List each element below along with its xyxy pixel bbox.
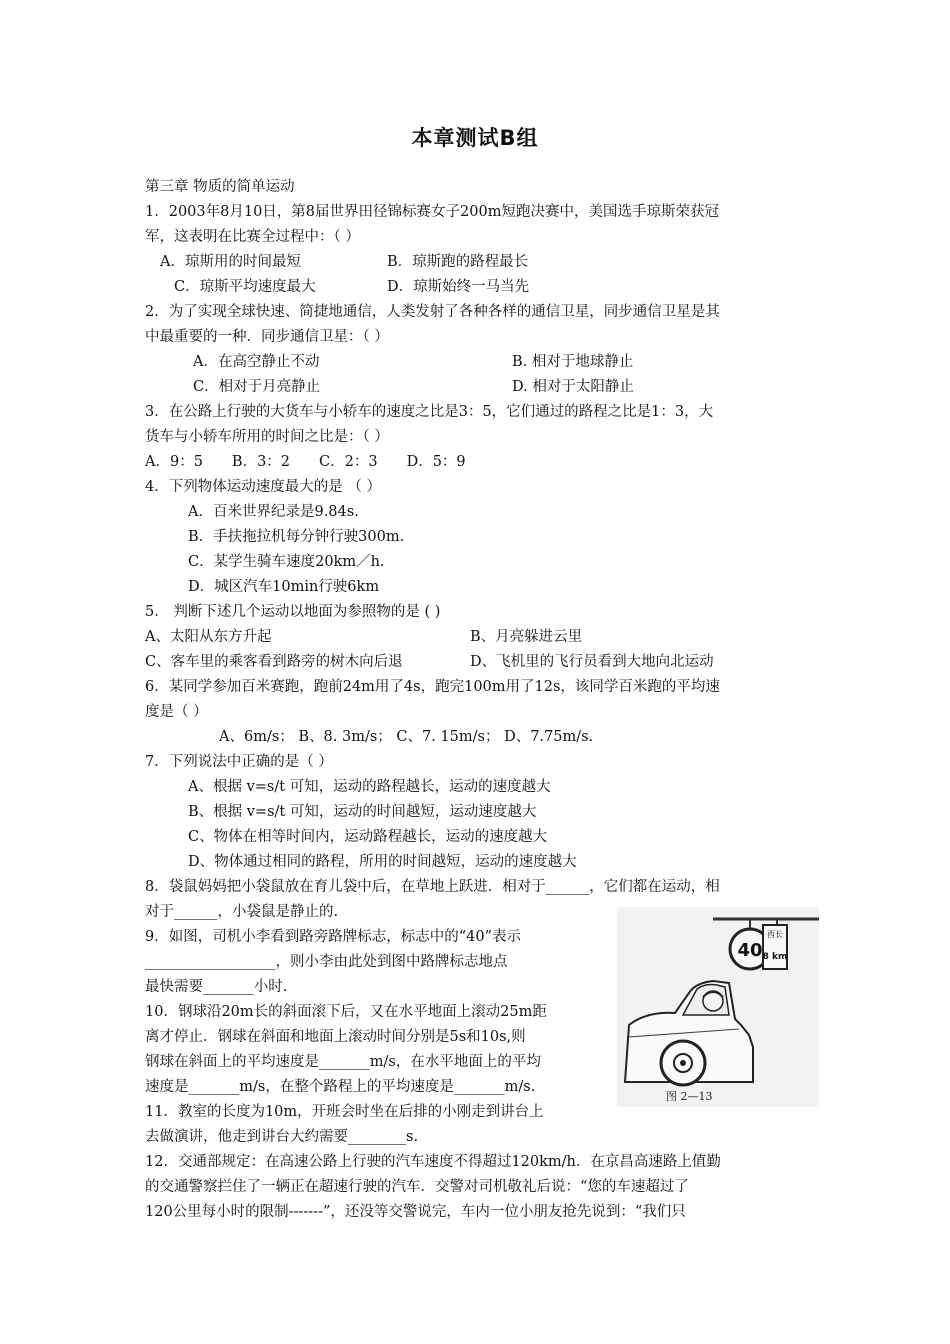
q5-line1: 5． 判断下述几个运动以地面为参照物的是 ( ) xyxy=(145,604,441,620)
q7-option-c: C、物体在相等时间内，运动路程越长，运动的速度越大 xyxy=(188,829,548,845)
chapter-heading: 第三章 物质的简单运动 xyxy=(145,179,295,195)
q11-line2: 去做演讲，他走到讲台大约需要________s. xyxy=(145,1129,419,1145)
q9-line1: 9．如图，司机小李看到路旁路牌标志，标志中的“40”表示 xyxy=(145,929,521,945)
q12-line2: 的交通警察拦住了一辆正在超速行驶的汽车．交警对司机敬礼后说：“您的车速超过了 xyxy=(145,1179,689,1195)
q10-line3: 钢球在斜面上的平均速度是_______m/s，在水平地面上的平均 xyxy=(145,1054,541,1070)
q7-option-d: D、物体通过相同的路程，所用的时间越短，运动的速度越大 xyxy=(188,854,577,870)
q1-option-d: D．琼斯始终一马当先 xyxy=(387,279,530,295)
q1-option-b: B．琼斯跑的路程最长 xyxy=(387,254,529,270)
q1-option-a: A．琼斯用的时间最短 xyxy=(160,254,301,270)
q1-line1: 1．2003年8月10日，第8届世界田径锦标赛女子200m短跑决赛中，美国选手琼斯荣获冠 xyxy=(145,204,719,220)
q2-option-c: C．相对于月亮静止 xyxy=(193,379,321,395)
q9-line3: 最快需要_______小时. xyxy=(145,979,288,995)
q2-option-d: D. 相对于太阳静止 xyxy=(512,379,634,395)
q3-options: A．9：5 B．3：2 C．2：3 D．5：9 xyxy=(145,454,466,470)
q10-line2: 离才停止．钢球在斜面和地面上滚动时间分别是5s和10s,则 xyxy=(145,1029,526,1045)
page-title: 本章测试B组 xyxy=(411,126,539,150)
q5-option-b: B、月亮躲进云里 xyxy=(470,629,583,645)
q8-line1: 8．袋鼠妈妈把小袋鼠放在育儿袋中后，在草地上跃进．相对于______，它们都在运动，相 xyxy=(145,879,720,895)
q12-line3: 120公里每小时的限制-------”，还没等交警说完，车内一位小朋友抢先说到：“我们只 xyxy=(145,1204,686,1220)
q5-option-a: A、太阳从东方升起 xyxy=(145,629,272,645)
road-sign-illustration xyxy=(617,907,819,1107)
q2-option-b: B. 相对于地球静止 xyxy=(512,354,634,370)
q2-line1: 2．为了实现全球快速、简捷地通信，人类发射了各种各样的通信卫星，同步通信卫星是其 xyxy=(145,304,720,320)
q6-line2: 度是（ ） xyxy=(145,704,208,720)
q4-option-d: D．城区汽车10min行驶6km xyxy=(188,579,380,595)
figure-road-sign xyxy=(617,907,819,1107)
q7-option-a: A、根据 v=s/t 可知，运动的路程越长，运动的速度越大 xyxy=(188,779,551,795)
q11-line1: 11．教室的长度为10m，开班会时坐在后排的小刚走到讲台上 xyxy=(145,1104,544,1120)
q1-line2: 军，这表明在比赛全过程中：（ ） xyxy=(145,229,360,245)
q5-option-c: C、客车里的乘客看到路旁的树木向后退 xyxy=(145,654,403,670)
q9-line2: __________________，则小李由此处到图中路牌标志地点 xyxy=(145,954,508,970)
q10-line4: 速度是_______m/s，在整个路程上的平均速度是_______m/s. xyxy=(145,1079,536,1095)
q12-line1: 12．交通部规定：在高速公路上行驶的汽车速度不得超过120km/h．在京昌高速路上值勤 xyxy=(145,1154,721,1170)
q8-line2: 对于______，小袋鼠是静止的. xyxy=(145,904,339,920)
q10-line1: 10．钢球沿20m长的斜面滚下后，又在水平地面上滚动25m距 xyxy=(145,1004,547,1020)
q6-options: A、6m/s； B、8. 3m/s； C、7. 15m/s； D、7.75m/s. xyxy=(219,729,594,745)
q6-line1: 6．某同学参加百米赛跑，跑前24m用了4s，跑完100m用了12s，该同学百米跑的平均速 xyxy=(145,679,720,695)
q3-line2: 货车与小轿车所用的时间之比是：（ ） xyxy=(145,429,389,445)
svg-text:西长: 西长 xyxy=(767,930,783,939)
figure-caption: 图 2—13 xyxy=(666,1090,713,1103)
speed-limit-value: 40 xyxy=(737,940,763,961)
q1-option-c: C．琼斯平均速度最大 xyxy=(174,279,316,295)
q4-option-b: B．手扶拖拉机每分钟行驶300m. xyxy=(188,529,405,545)
q7-line1: 7．下列说法中正确的是（ ） xyxy=(145,754,333,770)
svg-text:8 km: 8 km xyxy=(762,952,788,962)
q5-option-d: D、飞机里的飞行员看到大地向北运动 xyxy=(470,654,714,670)
q4-option-c: C．某学生骑车速度20km／h. xyxy=(188,554,385,570)
q7-option-b: B、根据 v=s/t 可知，运动的时间越短，运动速度越大 xyxy=(188,804,537,820)
q2-line2: 中最重要的一种．同步通信卫星：（ ） xyxy=(145,329,389,345)
q4-line1: 4．下列物体运动速度最大的是 （ ） xyxy=(145,479,381,495)
q3-line1: 3．在公路上行驶的大货车与小轿车的速度之比是3：5，它们通过的路程之比是1：3，大 xyxy=(145,404,714,420)
q4-option-a: A．百米世界纪录是9.84s. xyxy=(188,504,359,520)
q2-option-a: A．在高空静止不动 xyxy=(193,354,320,370)
